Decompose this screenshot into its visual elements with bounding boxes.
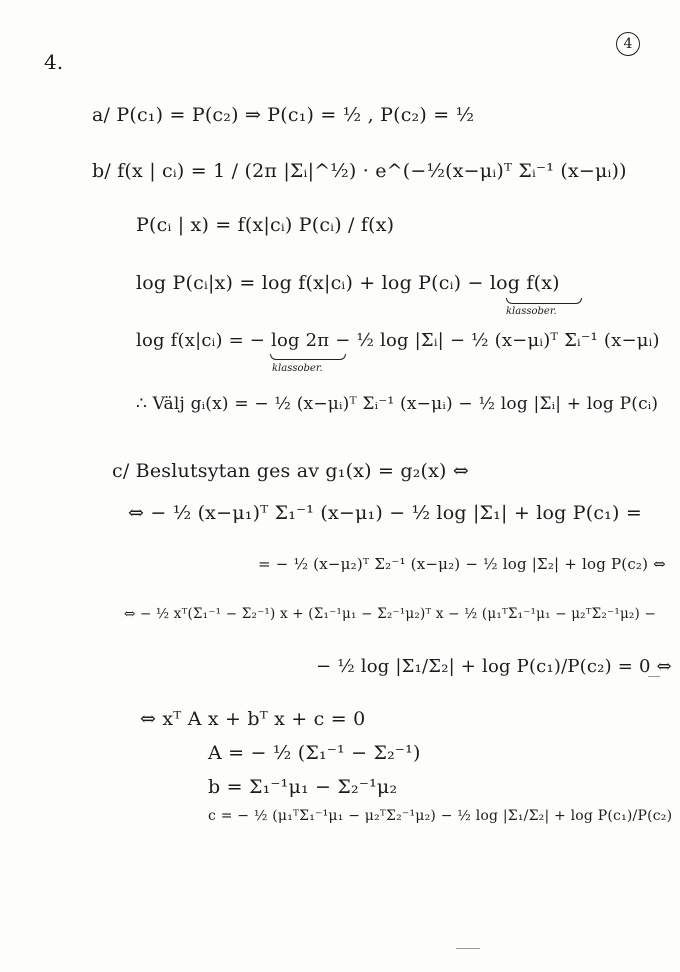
definition-a-line: A = − ½ (Σ₁⁻¹ − Σ₂⁻¹) — [208, 742, 421, 764]
margin-dash — [648, 676, 660, 677]
brace-under-log-fx — [506, 298, 582, 304]
log-posterior-line: log P(cᵢ|x) = log f(x|cᵢ) + log P(cᵢ) − log f(x) — [136, 272, 560, 294]
quadratic-form-line: ⇔ xᵀ A x + bᵀ x + c = 0 — [140, 708, 366, 730]
bottom-mark — [456, 948, 480, 949]
equation-c2-line: ⇔ − ½ (x−μ₁)ᵀ Σ₁⁻¹ (x−μ₁) − ½ log |Σ₁| + log P(c₁) = — [128, 502, 642, 524]
bayes-rule-line: P(cᵢ | x) = f(x|cᵢ) P(cᵢ) / f(x) — [136, 214, 395, 236]
definition-b-line: b = Σ₁⁻¹μ₁ − Σ₂⁻¹μ₂ — [208, 776, 398, 798]
part-a-line: a/ P(c₁) = P(c₂) ⇒ P(c₁) = ½ , P(c₂) = ½ — [92, 104, 475, 126]
log-density-line: log f(x|cᵢ) = − log 2π − ½ log |Σᵢ| − ½ (x−μᵢ)ᵀ Σᵢ⁻¹ (x−μᵢ) — [136, 330, 660, 351]
equation-c4-line: ⇔ − ½ xᵀ(Σ₁⁻¹ − Σ₂⁻¹) x + (Σ₁⁻¹μ₁ − Σ₂⁻¹μ₂)ᵀ x − ½ (μ₁ᵀΣ₁⁻¹μ₁ − μ₂ᵀΣ₂⁻¹μ₂) − — [124, 606, 657, 622]
brace-under-log-2pi — [270, 354, 346, 360]
definition-c-line: c = − ½ (μ₁ᵀΣ₁⁻¹μ₁ − μ₂ᵀΣ₂⁻¹μ₂) − ½ log |Σ₁/Σ₂| + log P(c₁)/P(c₂) — [208, 808, 673, 824]
part-c-heading-line: c/ Beslutsytan ges av g₁(x) = g₂(x) ⇔ — [112, 460, 470, 482]
annotation-klassober-2: klassober. — [272, 363, 323, 374]
annotation-klassober-1: klassober. — [506, 306, 557, 317]
page-number-circle: 4 — [616, 32, 640, 56]
equation-c3-line: = − ½ (x−μ₂)ᵀ Σ₂⁻¹ (x−μ₂) − ½ log |Σ₂| + log P(c₂) ⇔ — [258, 555, 666, 573]
part-b-density-line: b/ f(x | cᵢ) = 1 / (2π |Σᵢ|^½) · e^(−½(x−μᵢ)ᵀ Σᵢ⁻¹ (x−μᵢ)) — [92, 160, 627, 182]
discriminant-choice-line: ∴ Välj gᵢ(x) = − ½ (x−μᵢ)ᵀ Σᵢ⁻¹ (x−μᵢ) − ½ log |Σᵢ| + log P(cᵢ) — [136, 394, 659, 414]
problem-number: 4. — [44, 50, 64, 74]
equation-c5-line: − ½ log |Σ₁/Σ₂| + log P(c₁)/P(c₂) = 0 ⇔ — [316, 656, 672, 677]
